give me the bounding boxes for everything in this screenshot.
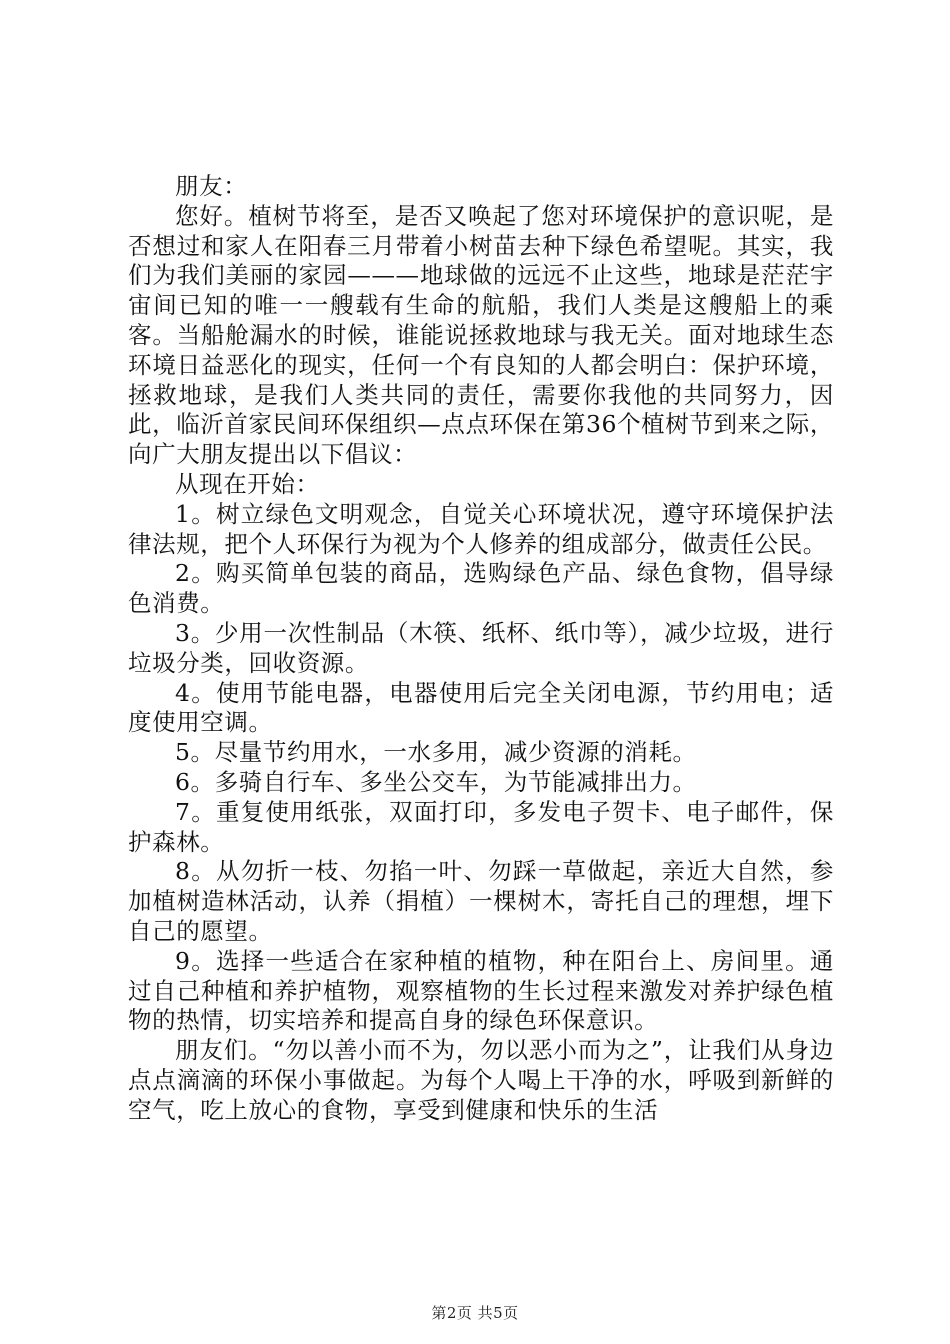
closing-paragraph: 朋友们。“勿以善小而不为，勿以恶小而为之”，让我们从身边点点滴滴的环保小事做起。为每个人喝上干净的水，呼吸到新鲜的空气，吃上放心的食物，享受到健康和快乐的生活: [128, 1036, 834, 1124]
proposal-item-1: 1。树立绿色文明观念，自觉关心环境状况，遵守环境保护法律法规，把个人环保行为视为个人修养的组成部分，做责任公民。: [128, 499, 834, 558]
lead-in-line: 从现在开始：: [175, 469, 320, 498]
proposal-item-2: 2。购买简单包装的商品，选购绿色产品、绿色食物，倡导绿色消费。: [128, 559, 834, 618]
intro-paragraph: 您好。植树节将至，是否又唤起了您对环境保护的意识呢，是否想过和家人在阳春三月带着小树苗去种下绿色希望呢。其实，我们为我们美丽的家园———地球做的远远不止这些，地球是茫茫宇宙间已知的唯一一艘载有生命的航船，我们人类是这艘船上的乘客。当船舱漏水的时候，谁能说拯救地球与我无关。面对地球生态环境日益恶化的现实，任何一个有良知的人都会明白：保护环境，拯救地球，是我们人类共同的责任，需要你我他的共同努力，因此，临沂首家民间环保组织—点点环保在第36个植树节到来之际，向广大朋友提出以下倡议：: [128, 201, 834, 469]
proposal-item-9: 9。选择一些适合在家种植的植物，种在阳台上、房间里。通过自己种植和养护植物，观察植物的生长过程来激发对养护绿色植物的热情，切实培养和提高自身的绿色环保意识。: [128, 946, 834, 1035]
page-number: 第2页 共5页: [431, 1304, 519, 1322]
proposal-item-4: 4。使用节能电器，电器使用后完全关闭电源，节约用电；适度使用空调。: [128, 678, 834, 737]
proposal-item-7: 7。重复使用纸张，双面打印，多发电子贺卡、电子邮件，保护森林。: [128, 797, 834, 856]
proposal-item-8: 8。从勿折一枝、勿掐一叶、勿踩一草做起，亲近大自然，参加植树造林活动，认养（捐植）一棵树木，寄托自己的理想，埋下自己的愿望。: [128, 857, 834, 945]
proposal-item-5: 5。尽量节约用水，一水多用，减少资源的消耗。: [175, 738, 697, 767]
document-body: [128, 172, 834, 1126]
greeting: 朋友：: [175, 172, 248, 200]
proposal-item-6: 6。多骑自行车、多坐公交车，为节能减排出力。: [175, 767, 697, 796]
proposal-item-3: 3。少用一次性制品（木筷、纸杯、纸巾等），减少垃圾，进行垃圾分类，回收资源。: [128, 618, 834, 677]
